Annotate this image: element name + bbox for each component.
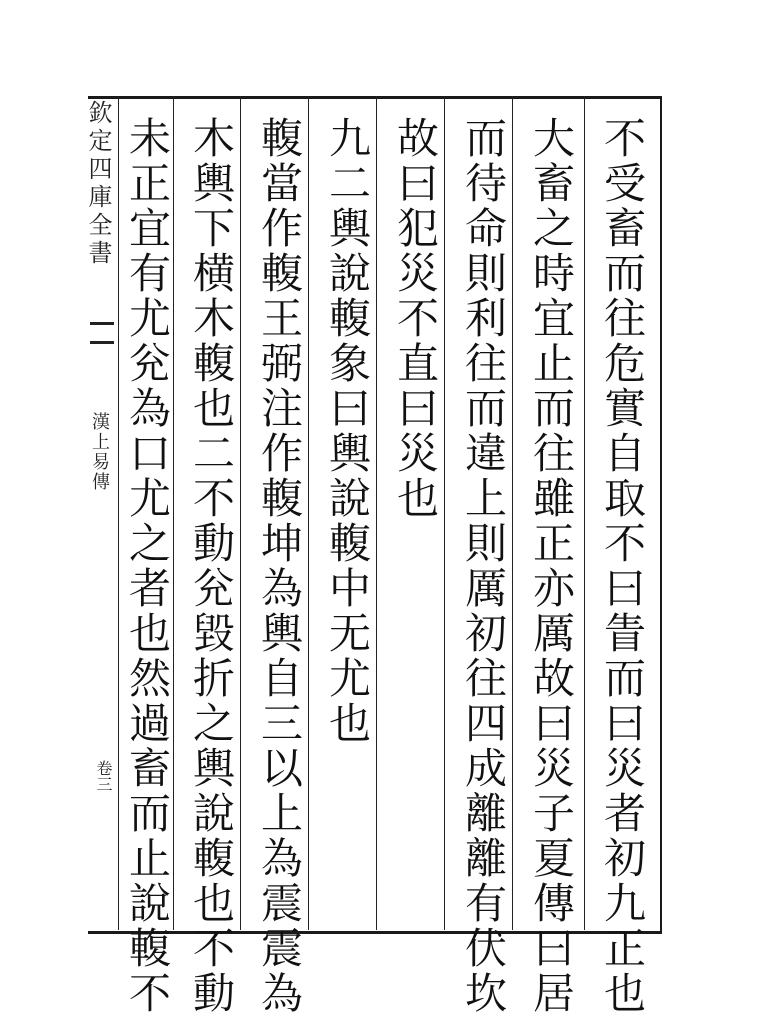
column-rule (240, 96, 241, 930)
column-rule (444, 96, 445, 930)
text-column-1: 不受畜而往危實自取不曰眚而曰災者初九正也 (598, 116, 647, 1016)
column-rule (512, 96, 513, 930)
text-column-4: 故曰犯災不直曰災也 (391, 116, 440, 521)
margin-title: 欽定四庫全書 (84, 100, 112, 268)
text-column-5: 九二輿說輹象曰輿說輹中无尤也 (323, 116, 372, 746)
column-rule (376, 96, 377, 930)
text-column-6: 輹當作輹王弼注作輹坤為輿自三以上為震震為 (255, 116, 304, 1016)
margin-juan: 卷三 (94, 760, 113, 792)
text-column-3: 而待命則利往而違上則厲初往四成離離有伏坎 (459, 116, 508, 1016)
text-column-2: 大畜之時宜止而往雖正亦厲故曰災子夏傳曰居 (527, 116, 576, 1016)
column-rule (118, 96, 119, 930)
margin-book-title: 漢上易傳 (89, 412, 110, 492)
column-rule (308, 96, 309, 930)
fish-tail-mark (90, 322, 114, 344)
column-rule (584, 96, 585, 930)
text-column-7: 木輿下横木輹也二不動兊毀折之輿說輹也不動 (187, 116, 236, 1016)
text-column-8: 未正宜有尤兊為口尤之者也然過畜而止說輹不 (123, 116, 172, 1016)
